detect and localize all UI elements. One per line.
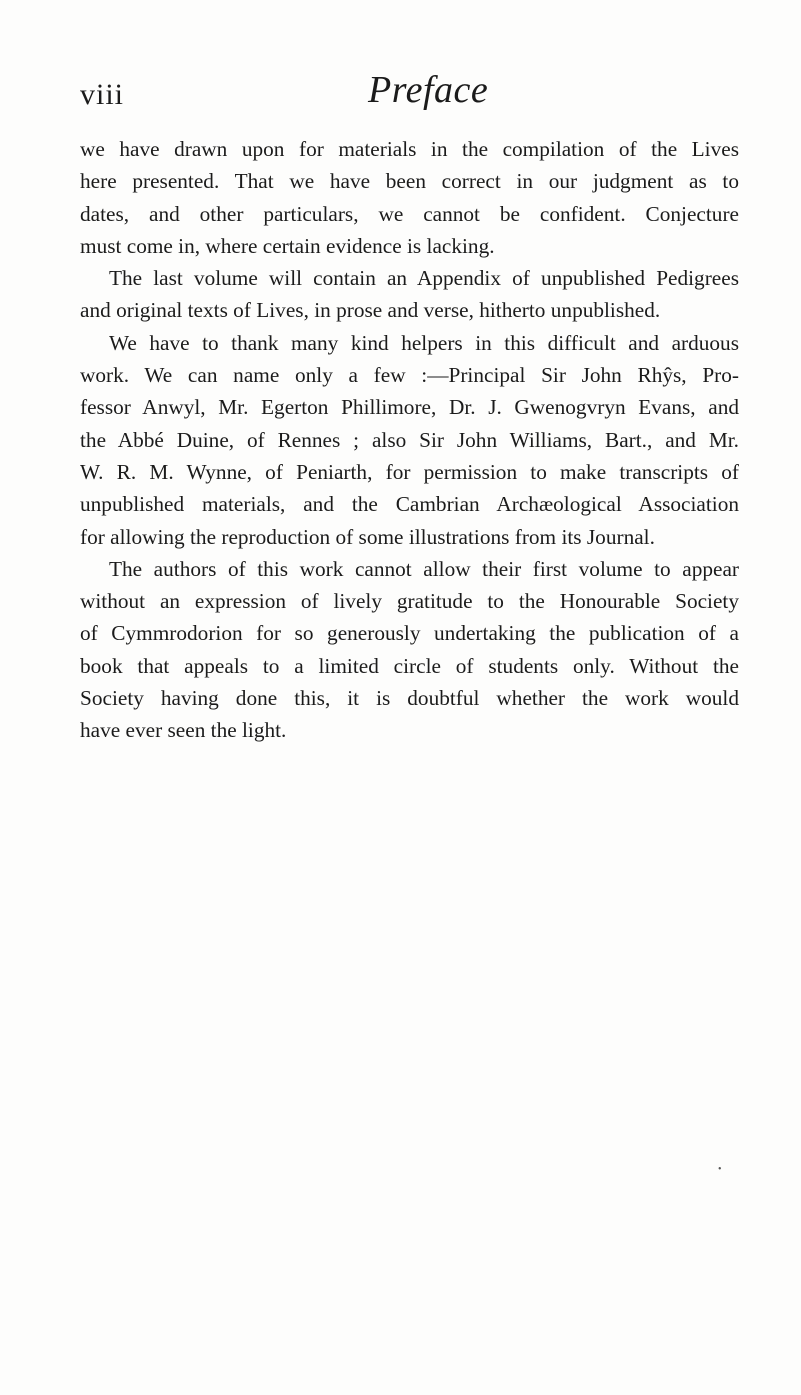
text-line: and original texts of Lives, in prose and verse, hitherto unpublished. — [80, 298, 661, 323]
text-line: dates, and other particulars, we cannot be confident. Conjecture — [80, 201, 739, 226]
text-line: We have to thank many kind helpers in this difficult and arduous — [109, 330, 739, 355]
page-title: Preface — [368, 69, 489, 111]
text-line: work. We can name only a few :—Principal Sir John Rhŷs, Pro- — [80, 363, 739, 388]
text-line: for allowing the reproduction of some illustrations from its Journal. — [80, 524, 655, 549]
text-line: the Abbé Duine, of Rennes ; also Sir John Williams, Bart., and Mr. — [80, 427, 739, 452]
text-line: have ever seen the light. — [80, 718, 287, 743]
page-number: viii — [80, 78, 125, 111]
stray-mark: • — [718, 1164, 722, 1175]
text-line: Society having done this, it is doubtful whether the work would — [80, 686, 739, 711]
text-line: book that appeals to a limited circle of students only. Without the — [80, 653, 739, 678]
text-line: of Cymmrodorion for so generously undertaking the publication of a — [80, 621, 739, 646]
text-line: without an expression of lively gratitude to the Honourable Society — [80, 589, 739, 614]
body-text — [80, 133, 739, 747]
text-line: we have drawn upon for materials in the compilation of the Lives — [80, 137, 739, 161]
text-line: W. R. M. Wynne, of Peniarth, for permission to make transcripts of — [80, 459, 739, 484]
text-line: The last volume will contain an Appendix of unpublished Pedigrees — [109, 266, 739, 291]
text-line: unpublished materials, and the Cambrian Archæological Association — [80, 492, 739, 517]
running-head — [80, 68, 740, 118]
text-line: here presented. That we have been correct in our judgment as to — [80, 169, 739, 194]
text-line: must come in, where certain evidence is lacking. — [80, 233, 495, 258]
text-line: The authors of this work cannot allow their first volume to appear — [109, 556, 739, 581]
text-line: fessor Anwyl, Mr. Egerton Phillimore, Dr. J. Gwenogvryn Evans, and — [80, 395, 739, 420]
